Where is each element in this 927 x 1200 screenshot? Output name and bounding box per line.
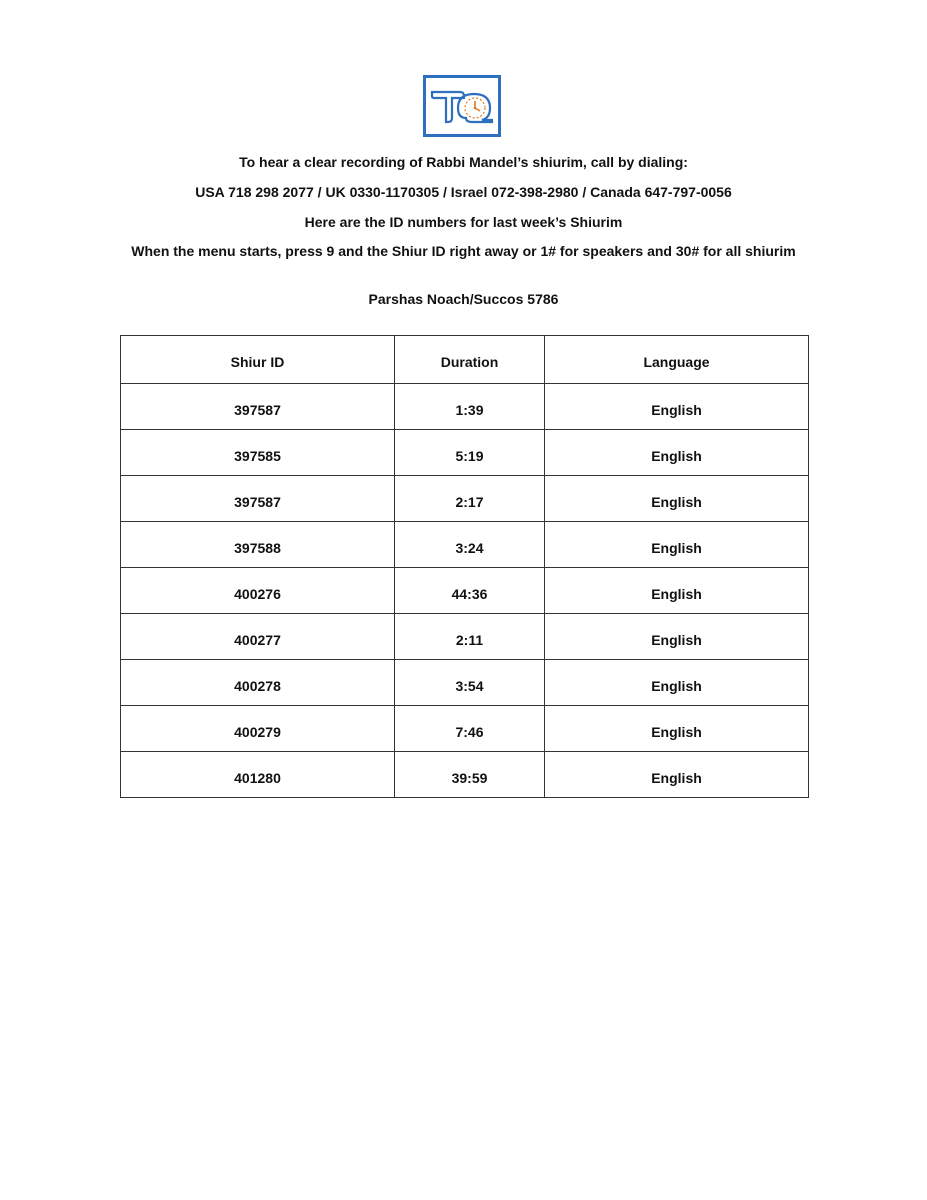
table-row — [121, 752, 809, 798]
language-cell: English — [545, 568, 809, 614]
phone-numbers: USA 718 298 2077 / UK 0330-1170305 / Israel 072-398-2980 / Canada 647-797-0056 — [195, 184, 732, 200]
duration-cell: 2:11 — [395, 614, 545, 660]
duration-cell: 3:24 — [395, 522, 545, 568]
language-cell: English — [545, 614, 809, 660]
duration-cell: 44:36 — [395, 568, 545, 614]
shiur-id-cell: 397588 — [121, 522, 395, 568]
duration-cell: 5:19 — [395, 430, 545, 476]
table-row — [121, 384, 809, 430]
column-header-shiur-id: Shiur ID — [121, 336, 395, 384]
table-header-row — [121, 336, 809, 384]
language-cell: English — [545, 660, 809, 706]
duration-cell: 2:17 — [395, 476, 545, 522]
parsha-title: Parshas Noach/Succos 5786 — [368, 291, 559, 307]
tq-clock-logo-icon — [426, 78, 498, 134]
shiur-id-cell: 397585 — [121, 430, 395, 476]
language-cell: English — [545, 430, 809, 476]
menu-instructions: When the menu starts, press 9 and the Shiur ID right away or 1# for speakers and 30# for all shiurim — [131, 243, 796, 259]
language-cell: English — [545, 384, 809, 430]
table-row — [121, 660, 809, 706]
table-row — [121, 476, 809, 522]
shiur-id-cell: 400278 — [121, 660, 395, 706]
table-row — [121, 522, 809, 568]
logo-image — [423, 75, 501, 137]
language-cell: English — [545, 706, 809, 752]
id-numbers-heading: Here are the ID numbers for last week’s Shiurim — [304, 214, 623, 230]
table-row — [121, 568, 809, 614]
table-row — [121, 614, 809, 660]
dial-instructions: To hear a clear recording of Rabbi Mandel’s shiurim, call by dialing: — [239, 154, 688, 170]
duration-cell: 7:46 — [395, 706, 545, 752]
duration-cell: 3:54 — [395, 660, 545, 706]
duration-cell: 39:59 — [395, 752, 545, 798]
shiur-id-cell: 401280 — [121, 752, 395, 798]
table-row — [121, 706, 809, 752]
column-header-duration: Duration — [395, 336, 545, 384]
duration-cell: 1:39 — [395, 384, 545, 430]
shiur-id-cell: 397587 — [121, 384, 395, 430]
shiur-id-cell: 397587 — [121, 476, 395, 522]
shiur-id-cell: 400279 — [121, 706, 395, 752]
shiur-id-cell: 400277 — [121, 614, 395, 660]
language-cell: English — [545, 522, 809, 568]
table-row — [121, 430, 809, 476]
column-header-language: Language — [545, 336, 809, 384]
shiur-id-cell: 400276 — [121, 568, 395, 614]
language-cell: English — [545, 752, 809, 798]
language-cell: English — [545, 476, 809, 522]
shiurim-table — [120, 335, 809, 798]
